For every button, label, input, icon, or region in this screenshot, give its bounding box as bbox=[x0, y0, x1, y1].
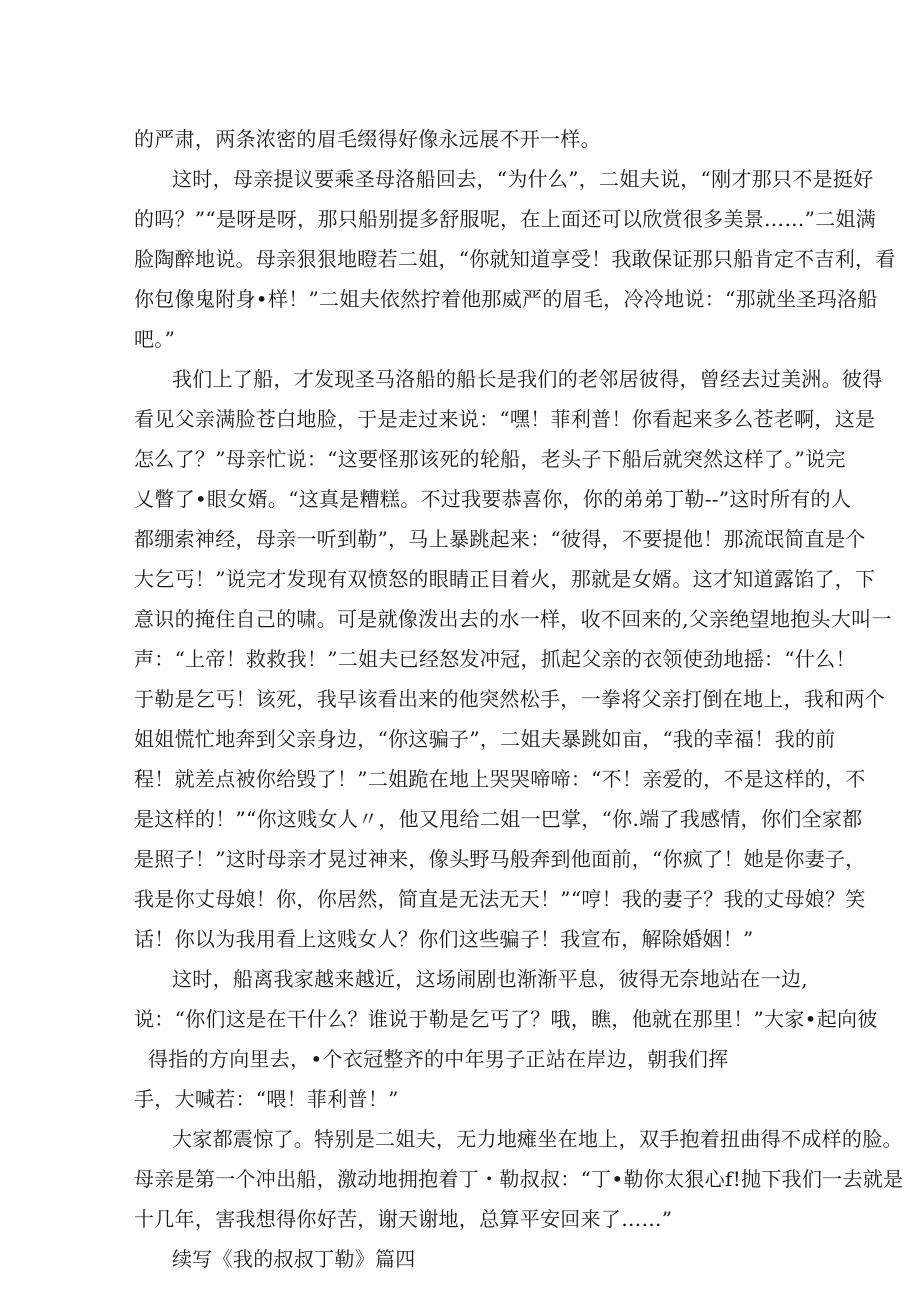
text-line: 声：“上帝！救救我！”二姐夫已经怒发冲冠，抓起父亲的衣领使劲地摇：“什么！ bbox=[134, 647, 856, 671]
text-line: 这时，船离我家越来越近，这场闹剧也渐渐平息，彼得无奈地站在一边, bbox=[172, 967, 808, 991]
text-line: 吧。” bbox=[134, 327, 176, 351]
text-line: 程！就差点被你给毁了！”二姐跪在地上哭哭啼啼：“不！亲爱的，不是这样的，不 bbox=[134, 767, 866, 791]
text-line: 乂瞥了•眼女婿。“这真是糟糕。不过我要恭喜你，你的弟弟丁勒--”这时所有的人 bbox=[134, 487, 852, 511]
text-line: 的严肃，两条浓密的眉毛缀得好像永远展不开一样。 bbox=[134, 127, 601, 151]
text-line: 得指的方向里去，•个衣冠整齐的中年男子正站在岸边，朝我们挥 bbox=[148, 1047, 729, 1071]
text-line: 你包像鬼附身•样！”二姐夫依然拧着他那威严的眉毛，冷冷地说：“那就坐圣玛洛船 bbox=[134, 287, 878, 311]
text-line: 意识的掩住自己的啸。可是就像泼出去的水一样，收不回来的,父亲绝望地抱头大叫一 bbox=[134, 607, 892, 631]
text-line: 是照子！”这时母亲才晃过神来，像头野马般奔到他面前，“你疯了！她是你妻子， bbox=[134, 847, 866, 871]
text-line: 十几年，害我想得你好苦，谢天谢地，总算平安回来了……” bbox=[134, 1207, 673, 1231]
section-heading: 续写《我的叔叔丁勒》篇四 bbox=[172, 1247, 416, 1271]
text-line: 都绷索神经，母亲一听到勒”，马上暴跳起来：“彼得，不要提他！那流氓简直是个 bbox=[134, 527, 866, 551]
text-line: 是这样的！”“你这贱女人〃，他又甩给二姐一巴掌，“你.端了我感情，你们全家都 bbox=[134, 807, 863, 831]
text-line: 我是你丈母娘！你，你居然，简直是无法无天！”“哼！我的妻子？我的丈母娘？笑 bbox=[134, 887, 866, 911]
text-line: 看见父亲满脸苍白地脸，于是走过来说：“嘿！菲利普！你看起来多么苍老啊，这是 bbox=[134, 407, 876, 431]
text-line: 说：“你们这是在干什么？谁说于勒是乞丐了？哦，瞧，他就在那里！”大家•起向彼 bbox=[134, 1007, 878, 1031]
text-line: 话！你以为我用看上这贱女人？你们这些骗子！我宣布，解除婚姻！” bbox=[134, 927, 754, 951]
text-line: 大乞丐！”说完才发现有双愤怒的眼睛正目着火，那就是女婿。这才知道露馅了，下 bbox=[134, 567, 876, 591]
text-line: 脸陶醉地说。母亲狠狠地瞪若二姐，“你就知道享受！我敢保证那只船肯定不吉利，看 bbox=[134, 247, 896, 271]
text-line: 大家都震惊了。特别是二姐夫，无力地瘫坐在地上，双手抱着扭曲得不成样的脸。 bbox=[172, 1127, 903, 1151]
text-line: 母亲是第一个冲出船，激动地拥抱着丁・勒叔叔：“丁•勒你太狠心f!抛下我们一去就是 bbox=[134, 1167, 904, 1191]
text-line: 我们上了船，才发现圣马洛船的船长是我们的老邻居彼得，曾经去过美洲。彼得 bbox=[172, 367, 883, 391]
text-line: 于勒是乞丐！该死，我早该看出来的他突然松手，一拳将父亲打倒在地上，我和两个 bbox=[134, 687, 886, 711]
text-line: 的吗？”“是呀是呀，那只船别提多舒服呢，在上面还可以欣赏很多美景……”二姐满 bbox=[134, 207, 877, 231]
text-line: 怎么了？”母亲忙说：“这要怪那该死的轮船，老头子下船后就突然这样了。”说完 bbox=[134, 447, 846, 471]
text-line: 这时，母亲提议要乘圣母洛船回去，“为什么”，二姐夫说，“刚才那只不是挺好 bbox=[172, 167, 874, 191]
text-line: 手，大喊若：“喂！菲利普！” bbox=[134, 1087, 399, 1111]
text-line: 姐姐慌忙地奔到父亲身边，“你这骗子”，二姐夫暴跳如亩，“我的幸福！我的前 bbox=[134, 727, 836, 751]
